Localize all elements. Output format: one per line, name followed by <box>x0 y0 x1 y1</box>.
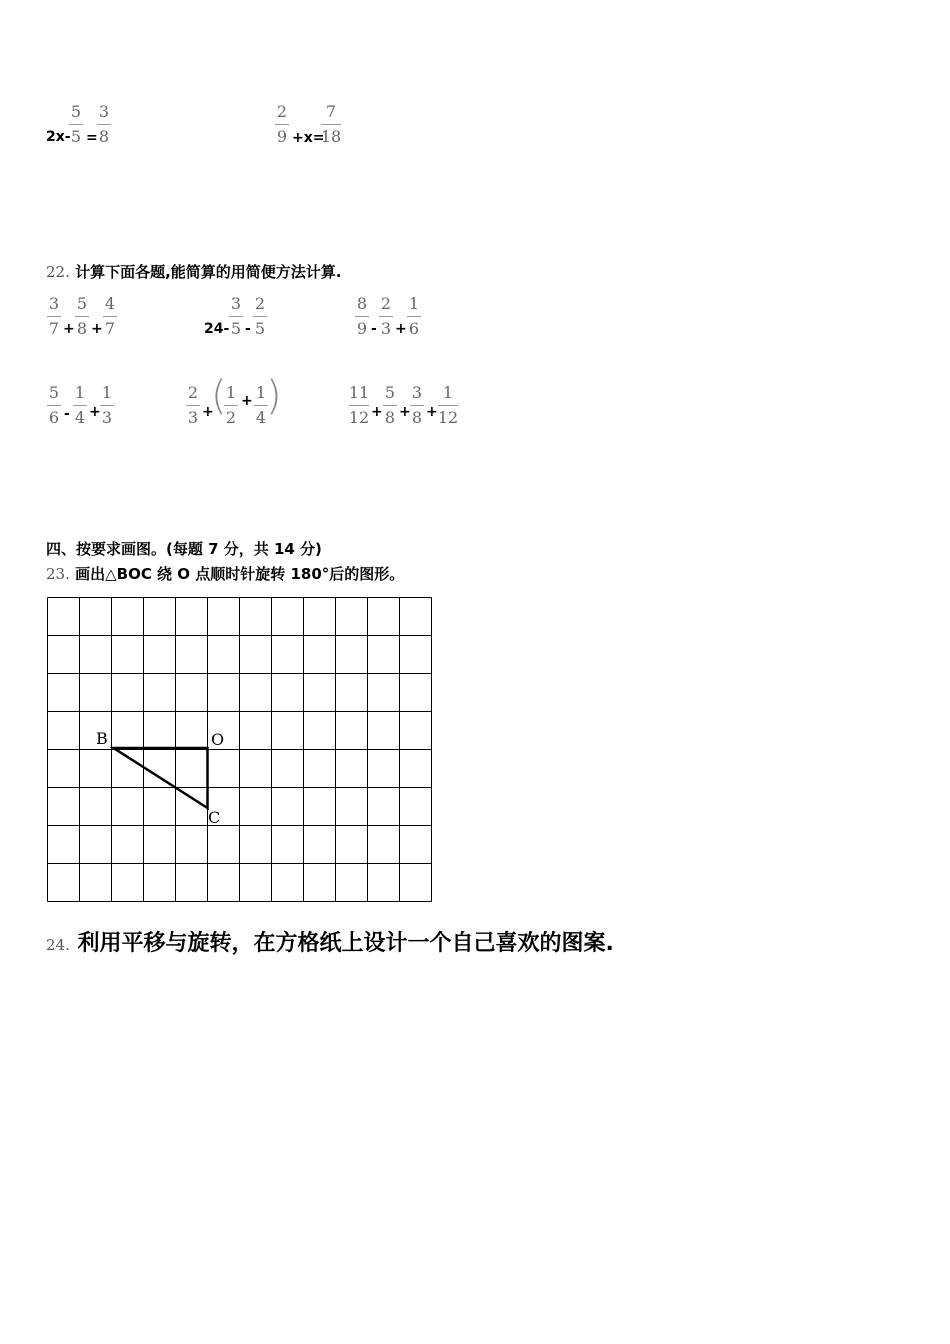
operator: + <box>89 404 101 420</box>
fraction: 2 3 <box>380 294 392 338</box>
fraction: 2 3 <box>187 383 199 427</box>
drawing-grid <box>46 596 434 904</box>
plus-x-equals: +x= <box>292 130 325 146</box>
operator: + <box>63 321 75 337</box>
operator: - <box>245 321 251 337</box>
fraction: 5 5 <box>70 102 82 146</box>
fraction: 2 5 <box>254 294 266 338</box>
question-22-heading <box>46 261 342 282</box>
section-4-heading: 四、按要求画图。(每题 7 分，共 14 分) <box>46 540 322 558</box>
fraction: 5 8 <box>76 294 88 338</box>
triangle-boc <box>114 748 208 808</box>
question-number: 24. <box>46 936 70 954</box>
eq1-prefix: 2x- <box>46 129 71 145</box>
fraction: 3 5 <box>230 294 242 338</box>
question-number: 23. <box>46 565 70 583</box>
fraction: 5 6 <box>48 383 60 427</box>
label-b: B <box>96 729 108 748</box>
operator: + <box>399 404 411 420</box>
equals-sign: = <box>86 130 98 146</box>
fraction: 11 12 <box>348 383 370 427</box>
question-number: 22. <box>46 263 70 281</box>
operator: - <box>64 406 70 422</box>
fraction: 8 9 <box>356 294 368 338</box>
operator: + <box>371 404 383 420</box>
operator: - <box>371 321 377 337</box>
fraction: 4 7 <box>104 294 116 338</box>
operator: + <box>241 393 253 409</box>
question-text: 画出△BOC 绕 O 点顺时针旋转 180°后的图形。 <box>75 565 405 583</box>
fraction: 3 7 <box>48 294 60 338</box>
fraction: 3 8 <box>411 383 423 427</box>
fraction: 1 4 <box>74 383 86 427</box>
fraction: 2 9 <box>276 102 288 146</box>
question-23-heading <box>46 563 404 584</box>
fraction: 1 4 <box>255 383 267 427</box>
fraction: 7 18 <box>320 102 342 146</box>
prefix: 24- <box>204 321 230 337</box>
label-c: C <box>208 808 221 827</box>
question-text: 利用平移与旋转，在方格纸上设计一个自己喜欢的图案. <box>77 931 614 956</box>
fraction: 1 6 <box>408 294 420 338</box>
operator: + <box>395 321 407 337</box>
question-text: 计算下面各题,能简算的用简便方法计算. <box>75 263 342 281</box>
fraction: 1 3 <box>101 383 113 427</box>
operator: + <box>426 404 438 420</box>
right-parenthesis: ) <box>266 373 282 419</box>
fraction: 5 8 <box>384 383 396 427</box>
operator: + <box>91 321 103 337</box>
fraction: 1 12 <box>437 383 459 427</box>
left-parenthesis: ( <box>211 373 227 419</box>
fraction: 1 2 <box>225 383 237 427</box>
fraction: 3 8 <box>98 102 110 146</box>
operator: + <box>202 404 214 420</box>
label-o: O <box>211 730 225 749</box>
question-24-heading <box>46 926 614 957</box>
